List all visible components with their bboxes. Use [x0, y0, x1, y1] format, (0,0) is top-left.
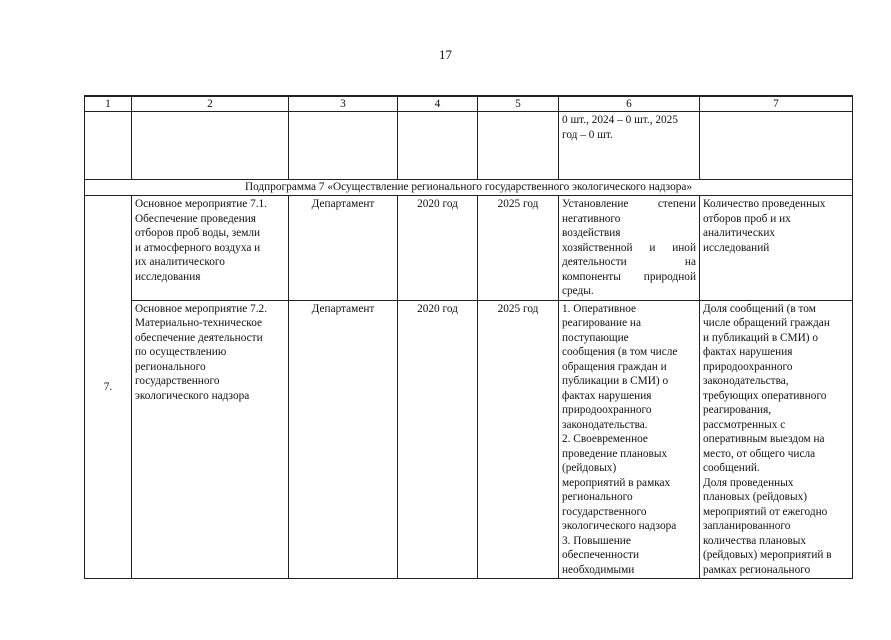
subprogram-row	[85, 180, 853, 196]
table-cell	[478, 112, 559, 180]
table-cell	[398, 112, 478, 180]
continuation-text: 0 шт., 2024 – 0 шт., 2025 год – 0 шт.	[559, 112, 700, 180]
indicator: Количество проведенных отборов проб и их аналитических исследований	[700, 196, 853, 301]
table-cell	[289, 112, 398, 180]
header-cell: 3	[289, 96, 398, 112]
end-year: 2025 год	[478, 300, 559, 579]
header-cell: 7	[700, 96, 853, 112]
row-number: 7.	[85, 196, 132, 579]
indicator: Доля сообщений (в том числе обращений граждан и публикаций в СМИ) о фактах нарушения природоохранного законодательства, требующих оперативного реагирования, рассмотренных с оперативным выездом на место, от общего числа сообщений. Доля проведенных плановых (рейдовых) мероприятий от ежегодно запланированного количества плановых (рейдовых) мероприятий в рамках регионального	[700, 300, 853, 579]
expected-result: Установление степени негативного воздействия хозяйственной и иной деятельности на компоненты природной среды.	[559, 196, 700, 301]
table-cell	[132, 112, 289, 180]
end-year: 2025 год	[478, 196, 559, 301]
header-cell: 1	[85, 96, 132, 112]
page-number: 17	[439, 47, 452, 62]
table-cell	[700, 112, 853, 180]
table-row	[85, 196, 853, 301]
program-table	[84, 95, 853, 579]
continuation-row	[85, 112, 853, 180]
activity-description: Основное мероприятие 7.2. Материально-техническое обеспечение деятельности по осуществлению регионального государственного экологического надзора	[132, 300, 289, 579]
executor: Департамент	[289, 196, 398, 301]
start-year: 2020 год	[398, 196, 478, 301]
start-year: 2020 год	[398, 300, 478, 579]
activity-description: Основное мероприятие 7.1. Обеспечение проведения отборов проб воды, земли и атмосферного воздуха и их аналитического исследования	[132, 196, 289, 301]
executor: Департамент	[289, 300, 398, 579]
table-header-row	[85, 96, 853, 112]
expected-result: 1. Оперативное реагирование на поступающие сообщения (в том числе обращения граждан и публикации в СМИ) о фактах нарушения природоохранного законодательства. 2. Своевременное проведение плановых (рейдовых) мероприятий в рамках регионального государственного экологического надзора 3. Повышение обеспеченности необходимыми	[559, 300, 700, 579]
table-cell	[85, 112, 132, 180]
subprogram-title: Подпрограмма 7 «Осуществление регионального государственного экологического надзора»	[85, 180, 853, 196]
header-cell: 5	[478, 96, 559, 112]
header-cell: 2	[132, 96, 289, 112]
table-row	[85, 300, 853, 579]
header-cell: 4	[398, 96, 478, 112]
header-cell: 6	[559, 96, 700, 112]
